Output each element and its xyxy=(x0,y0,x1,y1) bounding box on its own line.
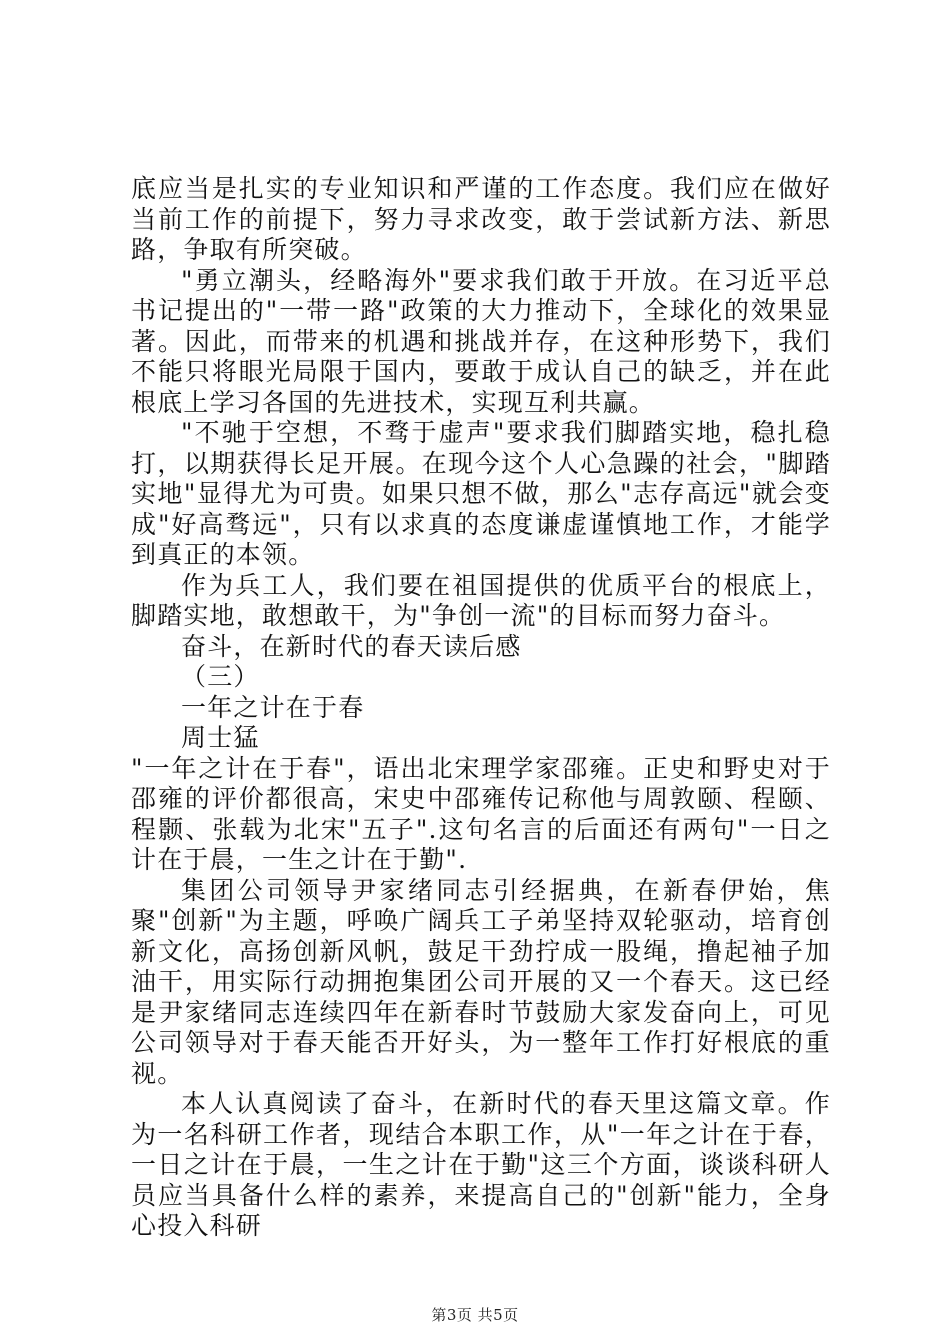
section-number: （三） xyxy=(181,662,260,691)
paragraph: "勇立潮头，经略海外"要求我们敢于开放。在习近平总书记提出的"一带一路"政策的大力推动下，全球化的效果显著。因此，而带来的机遇和挑战并存，在这种形势下，我们不能只将眼光局限于国内，要敢于成认自己的缺乏，并在此根底上学习各国的先进技术，实现互利共赢。 xyxy=(131,265,831,417)
author-name: 周士猛 xyxy=(181,723,260,752)
paragraph: 作为兵工人，我们要在祖国提供的优质平台的根底上，脚踏实地，敢想敢干，为"争创一流"的目标而努力奋斗。 xyxy=(131,570,831,630)
paragraph: "一年之计在于春"，语出北宋理学家邵雍。正史和野史对于邵雍的评价都很高，宋史中邵雍传记称他与周敦颐、程颐、程颢、张载为北宋"五子".这句名言的后面还有两句"一日之计在于晨，一生之计在于勤". xyxy=(131,753,831,874)
article-title: 奋斗，在新时代的春天读后感 xyxy=(181,631,522,661)
page-footer: 第3页 共5页 xyxy=(431,1306,519,1324)
paragraph: 本人认真阅读了奋斗，在新时代的春天里这篇文章。作为一名科研工作者，现结合本职工作，从"一年之计在于春，一日之计在于晨，一生之计在于勤"这三个方面，谈谈科研人员应当具备什么样的素养，来提高自己的"创新"能力，全身心投入科研 xyxy=(131,1089,831,1240)
paragraph: 集团公司领导尹家绪同志引经据典，在新春伊始，焦聚"创新"为主题，呼唤广阔兵工子弟坚持双轮驱动，培育创新文化，高扬创新风帆，鼓足干劲拧成一股绳，撸起袖子加油干，用实际行动拥抱集团公司开展的又一个春天。这已经是尹家绪同志连续四年在新春时节鼓励大家发奋向上，可见公司领导对于春天能否开好头，为一整年工作打好根底的重视。 xyxy=(131,875,831,1088)
paragraph: 底应当是扎实的专业知识和严谨的工作态度。我们应在做好当前工作的前提下，努力寻求改变，敢于尝试新方法、新思路，争取有所突破。 xyxy=(131,174,831,264)
section-title: 一年之计在于春 xyxy=(181,692,365,722)
paragraph: "不驰于空想，不骛于虚声"要求我们脚踏实地，稳扎稳打，以期获得长足开展。在现今这个人心急躁的社会，"脚踏实地"显得尤为可贵。如果只想不做，那么"志存高远"就会变成"好高骛远"，只有以求真的态度谦虚谨慎地工作，才能学到真正的本领。 xyxy=(131,418,831,569)
document-body xyxy=(131,174,831,1242)
